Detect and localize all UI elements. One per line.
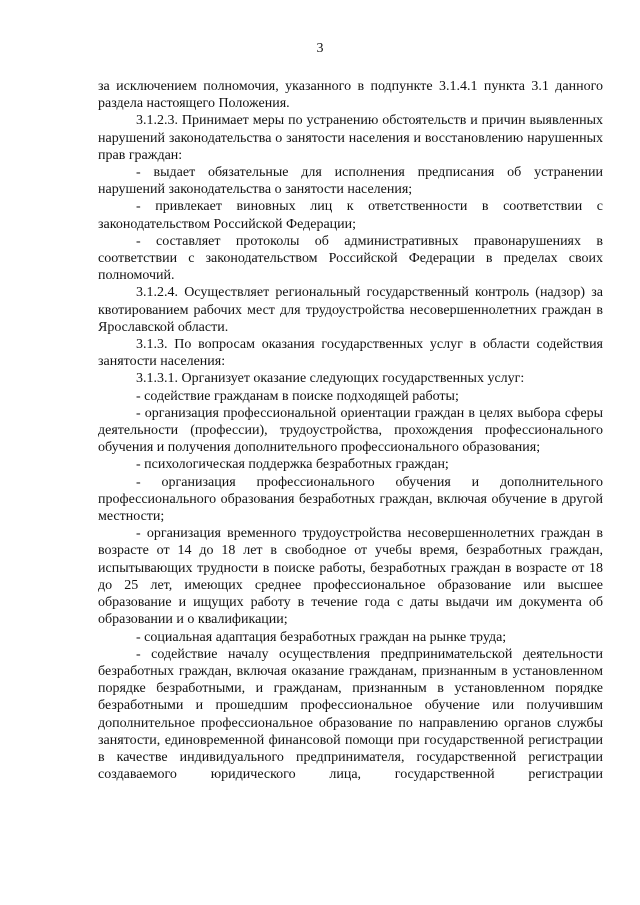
paragraph-10: - организация профессиональной ориентации граждан в целях выбора сферы деятельности (профессии), трудоустройства, прохождения профессионального обучения и получения дополнительного профессионального образования; bbox=[98, 405, 603, 456]
paragraph-4: - привлекает виновных лиц к ответственности в соответствии с законодательством Российской Федерации; bbox=[98, 199, 603, 232]
paragraph-8: 3.1.3.1. Организует оказание следующих государственных услуг: bbox=[136, 371, 525, 387]
page-number: 3 bbox=[316, 41, 324, 56]
paragraph-14: - социальная адаптация безработных граждан на рынке труда; bbox=[136, 629, 507, 645]
paragraph-9: - содействие гражданам в поиске подходящей работы; bbox=[136, 388, 459, 404]
paragraph-7: 3.1.3. По вопросам оказания государственных услуг в области содействия занятости населения: bbox=[98, 337, 603, 370]
paragraph-12: - организация профессионального обучения и дополнительного профессионального образования безработных граждан, включая обучение в другой местности; bbox=[98, 474, 603, 525]
paragraph-6: 3.1.2.4. Осуществляет региональный государственный контроль (надзор) за квотированием рабочих мест для трудоустройства несовершеннолетних граждан в Ярославской области. bbox=[98, 285, 603, 335]
paragraph-3: - выдает обязательные для исполнения предписания об устранении нарушений законодательства о занятости населения; bbox=[98, 165, 603, 198]
document-body bbox=[98, 78, 603, 783]
paragraph-13: - организация временного трудоустройства несовершеннолетних граждан в возрасте от 14 до 18 лет в свободное от учебы время, безработных граждан, испытывающих трудности в поиске работы, безработных граждан в возрасте от 18 до 25 лет, имеющих среднее профессиональное образование или высшее образование и ищущих работу в течение года с даты выдачи им документа об образовании и о квалификации; bbox=[98, 526, 603, 628]
paragraph-11: - психологическая поддержка безработных граждан; bbox=[136, 457, 449, 473]
paragraph-5: - составляет протоколы об административных правонарушениях в соответствии с законодательством Российской Федерации в пределах своих полномочий. bbox=[98, 233, 603, 284]
paragraph-15: - содействие началу осуществления предпринимательской деятельности безработных граждан, включая оказание гражданам, признанным в установленном порядке безработными, и гражданам, признанным в установленном порядке безработными и прошедшим профессиональное обучение или получившим дополнительное профессиональное образование по направлению органов службы занятости, единовременной финансовой помощи при государственной регистрации в качестве индивидуального предпринимателя, государственной регистрации создаваемого юридического лица, государственной регистрации bbox=[98, 646, 603, 783]
paragraph-1: за исключением полномочия, указанного в подпункте 3.1.4.1 пункта 3.1 данного раздела настоящего Положения. bbox=[98, 79, 603, 112]
paragraph-2: 3.1.2.3. Принимает меры по устранению обстоятельств и причин выявленных нарушений законодательства о занятости населения и восстановлению нарушенных прав граждан: bbox=[98, 113, 603, 163]
